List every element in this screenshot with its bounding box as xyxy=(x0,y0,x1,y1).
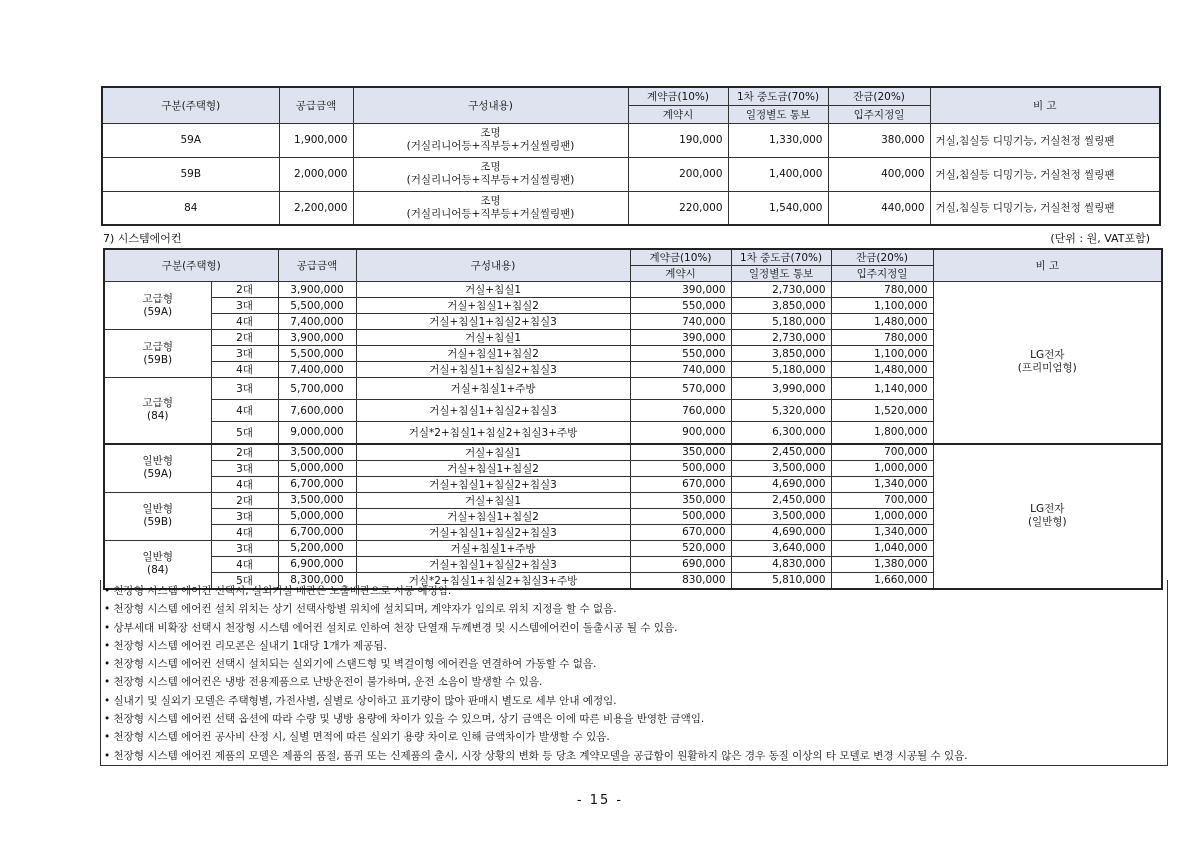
row-mid: 4,690,000 xyxy=(731,524,831,540)
group-type: (59A) xyxy=(143,468,173,480)
row-deposit: 350,000 xyxy=(630,492,731,508)
row-supply: 7,400,000 xyxy=(278,314,356,330)
row-balance: 700,000 xyxy=(831,444,933,461)
group-type: (59A) xyxy=(143,305,173,318)
header-balance: 잔금(20%) xyxy=(831,249,933,266)
group-name: 일반형 xyxy=(142,503,173,515)
row-balance: 1,480,000 xyxy=(831,314,933,330)
row-units: 2대 xyxy=(211,330,278,346)
row-deposit: 830,000 xyxy=(630,572,731,589)
row-balance: 1,380,000 xyxy=(831,556,933,572)
row-composition: 거실+침실1+침실2 xyxy=(356,346,630,362)
header-mid-sub: 일정별도 통보 xyxy=(731,266,831,282)
header-deposit: 계약금(10%) xyxy=(628,87,728,105)
note-item: • 천장형 시스템 에어컨 선택시, 실외기실 배관은 노출배관으로 시공 예정임. xyxy=(104,585,452,597)
row-composition: 거실+침실1 xyxy=(356,330,630,346)
row-deposit: 350,000 xyxy=(630,444,731,461)
composition-line1: 조명 xyxy=(480,161,501,173)
row-units: 2대 xyxy=(211,492,278,508)
row-supply: 3,900,000 xyxy=(278,330,356,346)
row-supply: 2,000,000 xyxy=(279,157,353,191)
row-supply: 5,200,000 xyxy=(278,540,356,556)
row-supply: 8,300,000 xyxy=(278,572,356,589)
row-mid: 2,450,000 xyxy=(731,492,831,508)
row-deposit: 670,000 xyxy=(630,524,731,540)
row-units: 4대 xyxy=(211,476,278,492)
group-type: (84) xyxy=(146,410,169,423)
row-composition: 거실*2+침실1+침실2+침실3+주방 xyxy=(356,422,630,444)
row-units: 5대 xyxy=(211,422,278,444)
row-supply: 3,500,000 xyxy=(278,444,356,461)
note-item: • 상부세대 비확장 선택시 천장형 시스템 에어컨 설치로 인하여 천장 단열재 두께변경 및 시스템에어컨이 돌출시공 될 수 있음. xyxy=(104,621,678,634)
row-deposit: 550,000 xyxy=(630,346,731,362)
remarks-brand: LG전자 xyxy=(1030,503,1065,515)
group-label xyxy=(104,330,211,378)
note-item: • 천장형 시스템 에어컨 제품의 모델은 제품의 품절, 품귀 또는 신제품의 출시, 시장 상황의 변화 등 당초 계약모델을 공급함이 원활하지 않은 경우 동질 이상의 타 모델로 변경 시공될 수 있음. xyxy=(104,749,968,762)
table-row xyxy=(102,157,1160,191)
row-composition xyxy=(353,157,628,191)
row-remarks: 거실,침실등 디밍기능, 거실천정 씰링팬 xyxy=(930,123,1160,157)
row-balance: 1,000,000 xyxy=(831,460,933,476)
header-deposit-sub: 계약시 xyxy=(628,105,728,123)
row-mid: 3,500,000 xyxy=(731,508,831,524)
row-balance: 780,000 xyxy=(831,330,933,346)
row-supply: 9,000,000 xyxy=(278,422,356,444)
row-mid: 3,990,000 xyxy=(731,378,831,400)
row-balance: 400,000 xyxy=(828,157,930,191)
row-mid: 1,400,000 xyxy=(728,157,828,191)
row-supply: 5,700,000 xyxy=(278,378,356,400)
row-mid: 2,730,000 xyxy=(731,282,831,298)
header-composition: 구성내용) xyxy=(356,249,630,282)
row-units: 3대 xyxy=(211,298,278,314)
row-supply: 5,500,000 xyxy=(278,346,356,362)
group-type: (59B) xyxy=(143,353,173,366)
row-mid: 5,180,000 xyxy=(731,314,831,330)
row-composition: 거실+침실1+침실2+침실3 xyxy=(356,476,630,492)
note-item: • 천장형 시스템 에어컨 설치 위치는 상기 선택사항별 위치에 설치되며, 계약자가 임의로 위치 지정을 할 수 없음. xyxy=(104,603,617,616)
row-composition: 거실+침실1+침실2+침실3 xyxy=(356,556,630,572)
group-type: (59B) xyxy=(143,516,173,528)
header-remarks: 비 고 xyxy=(933,249,1162,282)
row-composition xyxy=(353,123,628,157)
row-units: 3대 xyxy=(211,346,278,362)
row-deposit: 570,000 xyxy=(630,378,731,400)
row-mid: 3,850,000 xyxy=(731,346,831,362)
row-units: 4대 xyxy=(211,524,278,540)
row-balance: 1,100,000 xyxy=(831,346,933,362)
row-deposit: 200,000 xyxy=(628,157,728,191)
group-name: 고급형 xyxy=(142,340,173,353)
row-mid: 6,300,000 xyxy=(731,422,831,444)
section-title: 7) 시스템에어컨 xyxy=(103,232,182,245)
header-remarks: 비 고 xyxy=(930,87,1160,123)
row-mid: 5,180,000 xyxy=(731,362,831,378)
row-deposit: 500,000 xyxy=(630,508,731,524)
row-composition: 거실+침실1 xyxy=(356,282,630,298)
row-deposit: 900,000 xyxy=(630,422,731,444)
group-label xyxy=(104,378,211,444)
group-name: 고급형 xyxy=(142,397,173,410)
remarks-brand: LG전자 xyxy=(1030,349,1065,362)
row-units: 3대 xyxy=(211,378,278,400)
row-supply: 5,500,000 xyxy=(278,298,356,314)
header-deposit: 계약금(10%) xyxy=(630,249,731,266)
row-balance: 1,480,000 xyxy=(831,362,933,378)
remarks-grade: (일반형) xyxy=(1027,516,1067,528)
row-type: 84 xyxy=(102,191,279,225)
header-balance: 잔금(20%) xyxy=(828,87,930,105)
row-deposit: 550,000 xyxy=(630,298,731,314)
header-supply: 공급금액 xyxy=(278,249,356,282)
row-supply: 3,900,000 xyxy=(278,282,356,298)
header-deposit-sub: 계약시 xyxy=(630,266,731,282)
row-composition: 거실+침실1+주방 xyxy=(356,540,630,556)
header-mid: 1차 중도금(70%) xyxy=(731,249,831,266)
row-deposit: 670,000 xyxy=(630,476,731,492)
header-balance-sub: 입주지정일 xyxy=(831,266,933,282)
note-item: • 천장형 시스템 에어컨 공사비 산정 시, 실별 면적에 따른 실외기 용량 차이로 인해 금액차이가 발생할 수 있음. xyxy=(104,731,610,744)
row-supply: 7,600,000 xyxy=(278,400,356,422)
row-mid: 1,540,000 xyxy=(728,191,828,225)
row-supply: 1,900,000 xyxy=(279,123,353,157)
row-composition: 거실+침실1+침실2 xyxy=(356,298,630,314)
row-remarks: 거실,침실등 디밍기능, 거실천정 씰링팬 xyxy=(930,191,1160,225)
composition-line1: 조명 xyxy=(480,194,501,207)
row-balance: 1,340,000 xyxy=(831,524,933,540)
remarks-standard xyxy=(933,444,1162,589)
row-supply: 3,500,000 xyxy=(278,492,356,508)
row-balance: 1,140,000 xyxy=(831,378,933,400)
row-balance: 380,000 xyxy=(828,123,930,157)
row-balance: 1,340,000 xyxy=(831,476,933,492)
row-mid: 5,810,000 xyxy=(731,572,831,589)
note-item: • 천장형 시스템 에어컨 선택시 설치되는 실외기에 스탠드형 및 벽걸이형 에어컨을 연결하여 가동할 수 없음. xyxy=(104,658,597,671)
group-label xyxy=(104,492,211,540)
row-balance: 700,000 xyxy=(831,492,933,508)
row-composition: 거실+침실1+침실2 xyxy=(356,460,630,476)
note-item: • 천장형 시스템 에어컨은 냉방 전용제품으로 난방운전이 불가하며, 운전 소음이 발생할 수 있음. xyxy=(104,676,543,689)
row-mid: 4,830,000 xyxy=(731,556,831,572)
row-composition: 거실+침실1 xyxy=(356,444,630,461)
row-supply: 5,000,000 xyxy=(278,508,356,524)
composition-line2: (거실리니어등+직부등+거실씰링팬) xyxy=(406,174,575,186)
unit-label: (단위 : 원, VAT포함) xyxy=(1050,232,1150,245)
row-deposit: 740,000 xyxy=(630,362,731,378)
note-item: • 천장형 시스템 에어컨 선택 옵션에 따라 수량 및 냉방 용량에 차이가 있을 수 있으며, 상기 금액은 이에 따른 비용을 반영한 금액임. xyxy=(104,713,705,726)
row-units: 4대 xyxy=(211,362,278,378)
table-row xyxy=(104,444,1162,461)
header-balance-sub: 입주지정일 xyxy=(828,105,930,123)
row-balance: 1,520,000 xyxy=(831,400,933,422)
group-name: 고급형 xyxy=(142,292,173,305)
row-units: 4대 xyxy=(211,400,278,422)
row-balance: 1,100,000 xyxy=(831,298,933,314)
row-composition: 거실+침실1 xyxy=(356,492,630,508)
row-type: 59B xyxy=(102,157,279,191)
row-deposit: 760,000 xyxy=(630,400,731,422)
row-mid: 5,320,000 xyxy=(731,400,831,422)
remarks-grade: (프리미엄형) xyxy=(1017,362,1077,375)
row-deposit: 390,000 xyxy=(630,330,731,346)
row-units: 3대 xyxy=(211,540,278,556)
page-number: - 15 - xyxy=(576,793,624,808)
row-mid: 2,730,000 xyxy=(731,330,831,346)
row-balance: 1,040,000 xyxy=(831,540,933,556)
row-composition: 거실+침실1+침실2+침실3 xyxy=(356,524,630,540)
row-balance: 1,800,000 xyxy=(831,422,933,444)
notes-box xyxy=(100,580,1168,766)
row-mid: 3,850,000 xyxy=(731,298,831,314)
row-deposit: 390,000 xyxy=(630,282,731,298)
group-type: (84) xyxy=(146,564,169,576)
row-composition xyxy=(353,191,628,225)
row-balance: 780,000 xyxy=(831,282,933,298)
group-label xyxy=(104,282,211,330)
row-mid: 1,330,000 xyxy=(728,123,828,157)
composition-line2: (거실리니어등+직부등+거실씰링팬) xyxy=(406,207,575,220)
composition-line2: (거실리니어등+직부등+거실씰링팬) xyxy=(406,140,575,152)
row-balance: 440,000 xyxy=(828,191,930,225)
row-units: 2대 xyxy=(211,444,278,461)
system-aircon-table xyxy=(103,248,1163,590)
row-units: 5대 xyxy=(211,572,278,589)
header-category: 구분(주택형) xyxy=(102,87,279,123)
row-type: 59A xyxy=(102,123,279,157)
row-deposit: 690,000 xyxy=(630,556,731,572)
row-composition: 거실*2+침실1+침실2+침실3+주방 xyxy=(356,572,630,589)
header-composition: 구성내용) xyxy=(353,87,628,123)
header-mid-sub: 일정별도 통보 xyxy=(728,105,828,123)
note-item: • 실내기 및 실외기 모델은 주택형별, 가전사별, 실별로 상이하고 표기량이 많아 판매시 별도로 세부 안내 예정임. xyxy=(104,694,617,707)
row-supply: 6,900,000 xyxy=(278,556,356,572)
group-label xyxy=(104,444,211,493)
row-composition: 거실+침실1+주방 xyxy=(356,378,630,400)
row-mid: 4,690,000 xyxy=(731,476,831,492)
row-mid: 2,450,000 xyxy=(731,444,831,461)
row-balance: 1,000,000 xyxy=(831,508,933,524)
remarks-premium xyxy=(933,282,1162,444)
table-row xyxy=(102,191,1160,225)
composition-line1: 조명 xyxy=(480,127,501,139)
row-composition: 거실+침실1+침실2+침실3 xyxy=(356,400,630,422)
header-mid: 1차 중도금(70%) xyxy=(728,87,828,105)
row-mid: 3,500,000 xyxy=(731,460,831,476)
table-row xyxy=(102,123,1160,157)
row-mid: 3,640,000 xyxy=(731,540,831,556)
lighting-option-table xyxy=(101,86,1161,226)
group-name: 일반형 xyxy=(142,455,173,467)
row-units: 3대 xyxy=(211,508,278,524)
group-name: 일반형 xyxy=(142,551,173,563)
row-deposit: 520,000 xyxy=(630,540,731,556)
table-row xyxy=(104,282,1162,298)
header-category: 구분(주택형) xyxy=(104,249,278,282)
row-deposit: 220,000 xyxy=(628,191,728,225)
row-supply: 2,200,000 xyxy=(279,191,353,225)
row-units: 3대 xyxy=(211,460,278,476)
row-remarks: 거실,침실등 디밍기능, 거실천정 씰링팬 xyxy=(930,157,1160,191)
row-deposit: 190,000 xyxy=(628,123,728,157)
row-deposit: 740,000 xyxy=(630,314,731,330)
row-deposit: 500,000 xyxy=(630,460,731,476)
row-units: 4대 xyxy=(211,556,278,572)
row-supply: 7,400,000 xyxy=(278,362,356,378)
row-balance: 1,660,000 xyxy=(831,572,933,589)
row-supply: 6,700,000 xyxy=(278,524,356,540)
row-units: 4대 xyxy=(211,314,278,330)
row-supply: 5,000,000 xyxy=(278,460,356,476)
row-supply: 6,700,000 xyxy=(278,476,356,492)
row-units: 2대 xyxy=(211,282,278,298)
note-item: • 천장형 시스템 에어컨 리모콘은 실내기 1대당 1개가 제공됨. xyxy=(104,639,387,652)
row-composition: 거실+침실1+침실2+침실3 xyxy=(356,314,630,330)
row-composition: 거실+침실1+침실2+침실3 xyxy=(356,362,630,378)
row-composition: 거실+침실1+침실2 xyxy=(356,508,630,524)
header-supply: 공급금액 xyxy=(279,87,353,123)
